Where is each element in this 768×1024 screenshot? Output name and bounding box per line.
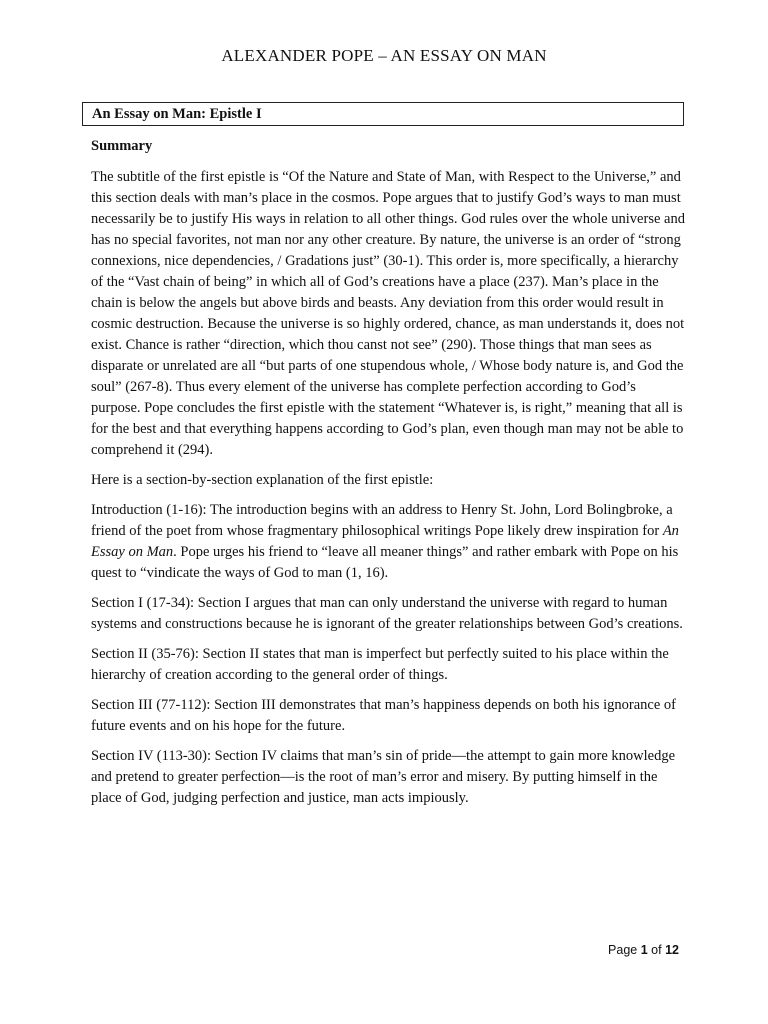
- introduction-text-start: Introduction (1-16): The introduction begins with an address to Henry St. John, Lord Bolingbroke, a friend of the poet from whose fragmentary philosophical writings Pope likely drew inspiration for: [91, 502, 673, 539]
- document-title: ALEXANDER POPE – AN ESSAY ON MAN: [221, 46, 547, 65]
- page-footer: [0, 943, 679, 957]
- of-word: of: [651, 943, 662, 957]
- page-total: 12: [665, 943, 679, 957]
- section-4-paragraph: Section IV (113-30): Section IV claims that man’s sin of pride—the attempt to gain more knowledge and pretend to greater perfection—is the root of man’s error and misery. By putting himself in the place of God, judging perfection and justice, man acts impiously.: [91, 748, 676, 806]
- section-heading: An Essay on Man: Epistle I: [92, 106, 262, 122]
- section-heading-box: [82, 102, 684, 126]
- introduction-text-end: . Pope urges his friend to “leave all meaner things” and rather embark with Pope on his quest to “vindicate the ways of God to man (1, 16).: [91, 544, 679, 581]
- summary-paragraph: The subtitle of the first epistle is “Of the Nature and State of Man, with Respect to the Universe,” and this section deals with man’s place in the cosmos. Pope argues that to justify God’s ways to man must necessarily be to justify His ways in relation to all other things. God rules over the whole universe and has no special favorites, not man nor any other creature. By nature, the universe is an order of “strong connexions, nice dependencies, / Gradations just” (30-1). This order is, more specifically, a hierarchy of the “Vast chain of being” in which all of God’s creations have a place (237). Man’s place in the chain is below the angels but above birds and beasts. Any deviation from this order would result in cosmic destruction. Because the universe is so highly ordered, chance, as man understands it, does not exist. Chance is rather “direction, which thou canst not see” (290). Those things that man sees as disparate or unrelated are all “but parts of one stupendous whole, / Whose body nature is, and God the soul” (267-8). Thus every element of the universe has complete perfection according to God’s purpose. Pope concludes the first epistle with the statement “Whatever is, is right,” meaning that all is for the best and that everything happens according to God’s plan, even though man may not be able to comprehend it (294).: [91, 169, 685, 458]
- section-2-paragraph: Section II (35-76): Section II states that man is imperfect but perfectly suited to his place within the hierarchy of creation according to the general order of things.: [91, 646, 669, 683]
- summary-heading: Summary: [91, 138, 153, 154]
- intro-line: Here is a section-by-section explanation of the first epistle:: [91, 472, 434, 488]
- section-1-paragraph: Section I (17-34): Section I argues that man can only understand the universe with regard to human systems and constructions because he is ignorant of the greater relationships between God’s creations.: [91, 595, 683, 632]
- page-current: 1: [640, 943, 648, 957]
- work-title-italic: An Essay on Man: [91, 523, 679, 560]
- page-word: Page: [608, 943, 638, 957]
- section-3-paragraph: Section III (77-112): Section III demonstrates that man’s happiness depends on both his ignorance of future events and on his hope for the future.: [91, 697, 676, 734]
- introduction-paragraph: [91, 500, 687, 584]
- document-body: [91, 136, 687, 818]
